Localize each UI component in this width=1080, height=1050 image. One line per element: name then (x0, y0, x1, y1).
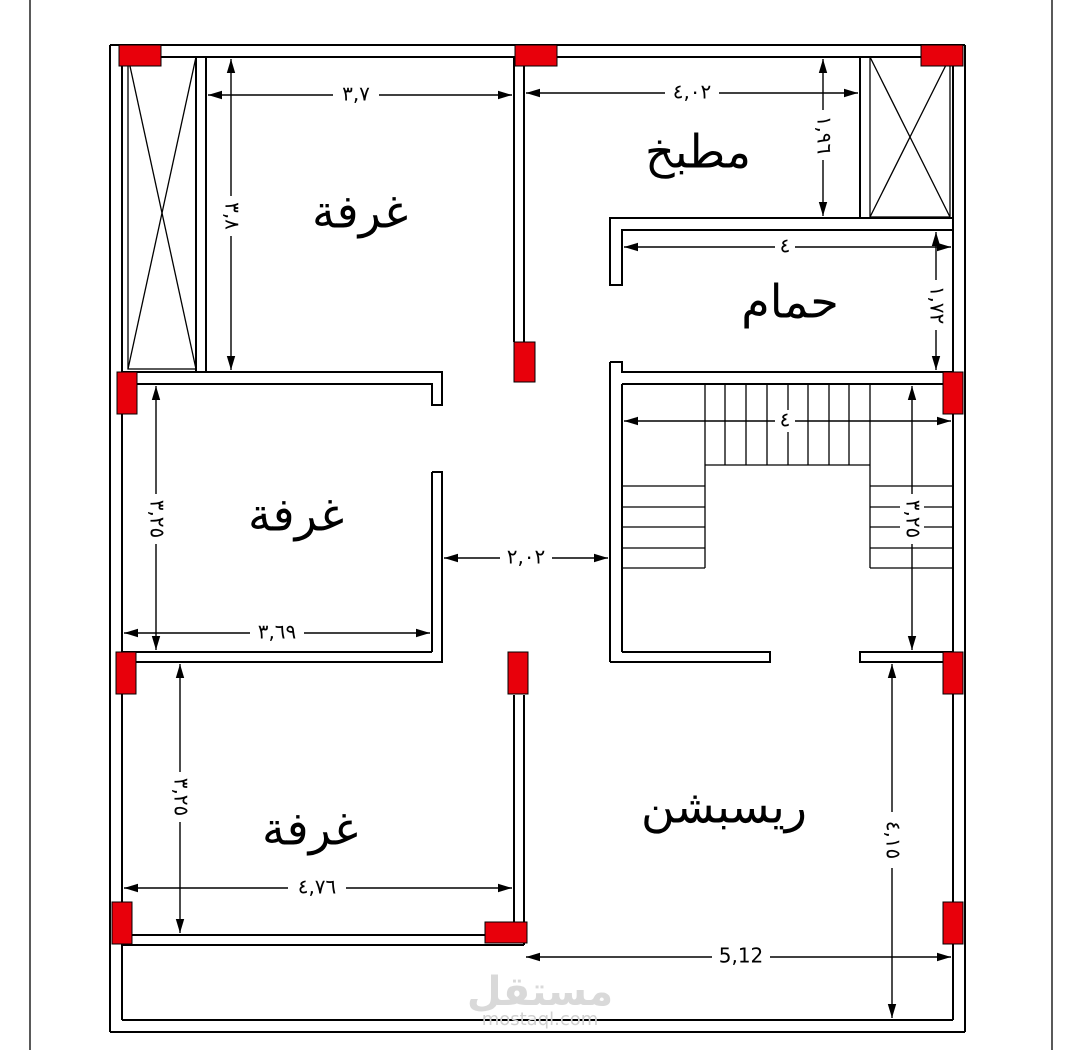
column (943, 652, 963, 694)
dim-top-right-width: ٤,٠٢ (672, 79, 712, 104)
column (943, 372, 963, 414)
column (112, 902, 132, 944)
dim-reception-depth: ٤,١٥ (881, 820, 906, 860)
outer-walls (110, 45, 965, 1032)
room-label-top-left: غرفة (311, 184, 409, 239)
dim-top-left-width: ٣,٧ (342, 81, 370, 106)
column (508, 652, 528, 694)
column (119, 45, 161, 66)
room-labels (248, 125, 839, 857)
structural-columns (112, 45, 963, 944)
dim-middle-room-width: ٣,٦٩ (257, 619, 297, 644)
column (116, 652, 136, 694)
watermark (467, 969, 613, 1030)
partition-room-middle-top (122, 372, 442, 405)
right-shaft (860, 57, 950, 218)
dim-bathroom-width: ٤ (779, 233, 791, 258)
dim-top-left-depth: ٣,٨ (220, 202, 245, 230)
room-label-middle-left: غرفة (247, 487, 345, 542)
dim-middle-room-depth: ٣,٢٥ (145, 499, 170, 539)
column (943, 902, 963, 944)
left-shaft (128, 57, 206, 372)
dim-kitchen-depth: ١,٩٦ (812, 115, 837, 155)
dim-reception-width: 5,12 (718, 943, 764, 968)
column (117, 372, 137, 414)
watermark-site: mostaql.com (481, 1009, 599, 1030)
column (921, 45, 963, 66)
watermark-brand: مستقل (466, 969, 614, 1015)
dim-stair-width: ٤ (779, 407, 791, 432)
dim-stair-depth: ٣,٢٥ (901, 499, 926, 539)
room-label-reception: ريسبشن (641, 779, 807, 834)
dim-bathroom-depth: ١,٧٢ (925, 285, 950, 325)
column (485, 922, 527, 943)
partition-top-middle (514, 57, 524, 342)
column (515, 45, 557, 66)
dim-bottom-room-width: ٤,٧٦ (297, 874, 337, 899)
dim-corridor-width: ٢,٠٢ (506, 544, 546, 569)
room-label-kitchen: مطبخ (645, 124, 751, 179)
room-label-bottom-left: غرفة (261, 801, 359, 856)
dim-bottom-room-depth: ٣,٢٥ (169, 777, 194, 817)
column (514, 342, 535, 382)
room-label-bathroom: حمام (741, 274, 839, 329)
